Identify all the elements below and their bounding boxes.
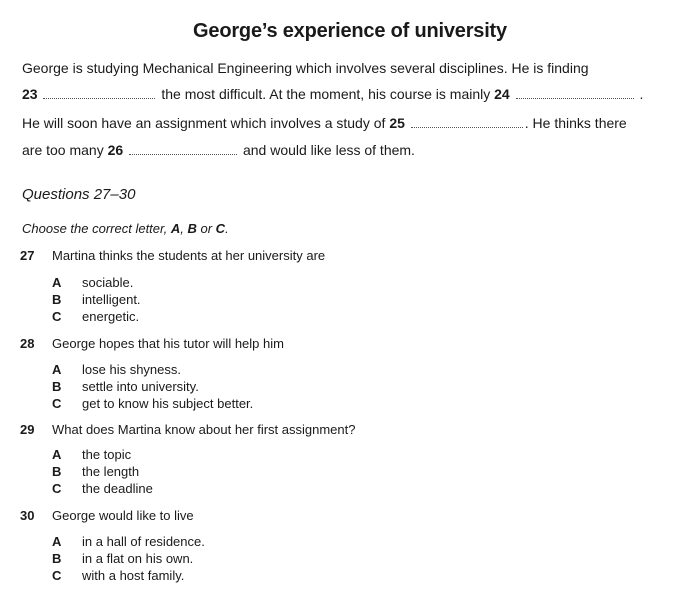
instruction-letter-b: B xyxy=(187,221,197,236)
summary-line-4 xyxy=(22,142,415,158)
summary-text-4: are too many xyxy=(22,142,104,158)
option-letter: C xyxy=(52,309,62,324)
summary-line-1 xyxy=(22,60,589,76)
question-27 xyxy=(20,248,325,263)
summary-text-2: the most difficult. At the moment, his course is mainly xyxy=(161,86,491,102)
option-text: settle into university. xyxy=(82,379,199,394)
option-text: the topic xyxy=(82,447,132,462)
question-29-option-a[interactable] xyxy=(52,447,131,462)
gap-23-blank[interactable] xyxy=(43,87,155,99)
gap-26-blank[interactable] xyxy=(129,143,237,155)
option-text: energetic. xyxy=(82,309,140,324)
option-text: in a flat on his own. xyxy=(82,551,194,566)
option-text: the length xyxy=(82,464,140,479)
question-28 xyxy=(20,336,284,351)
option-letter: A xyxy=(52,362,62,377)
summary-text-1: George is studying Mechanical Engineering which involves several disciplines. He is finding xyxy=(22,60,589,76)
option-letter: C xyxy=(52,481,62,496)
question-30-option-c[interactable] xyxy=(52,568,184,583)
option-text: lose his shyness. xyxy=(82,362,181,377)
instruction-or: or xyxy=(196,221,216,236)
option-letter: B xyxy=(52,551,62,566)
gap-26-number: 26 xyxy=(107,142,124,158)
option-text: in a hall of residence. xyxy=(82,534,205,549)
summary-text-3-after: . He thinks there xyxy=(524,115,627,131)
instruction-text xyxy=(22,221,229,236)
gap-23-number: 23 xyxy=(22,86,38,102)
summary-line-3 xyxy=(22,115,627,131)
option-text: the deadline xyxy=(82,481,153,496)
option-letter: B xyxy=(52,464,62,479)
question-27-option-c[interactable] xyxy=(52,309,139,324)
question-text: What does Martina know about her first assignment? xyxy=(52,422,356,437)
option-text: get to know his subject better. xyxy=(82,396,254,411)
question-text: George hopes that his tutor will help him xyxy=(52,336,284,351)
question-30-option-b[interactable] xyxy=(52,551,193,566)
summary-text-3: He will soon have an assignment which involves a study of xyxy=(22,115,386,131)
option-letter: A xyxy=(52,534,62,549)
question-30 xyxy=(20,508,194,523)
option-letter: B xyxy=(52,292,62,307)
option-text: sociable. xyxy=(82,275,134,290)
question-28-option-a[interactable] xyxy=(52,362,181,377)
option-letter: B xyxy=(52,379,62,394)
option-letter: C xyxy=(52,568,62,583)
instruction-comma: , xyxy=(180,221,188,236)
instruction-letter-a: A xyxy=(170,221,181,236)
page-title: George’s experience of university xyxy=(193,20,507,42)
question-29 xyxy=(20,422,355,437)
question-28-option-c[interactable] xyxy=(52,396,253,411)
summary-line-2 xyxy=(22,86,643,102)
question-number: 28 xyxy=(20,336,35,351)
summary-text-2-end: . xyxy=(639,86,644,102)
question-30-option-a[interactable] xyxy=(52,534,205,549)
question-text: Martina thinks the students at her university are xyxy=(52,248,326,263)
option-letter: C xyxy=(52,396,62,411)
question-text: George would like to live xyxy=(52,508,194,523)
instruction-end: . xyxy=(225,221,229,236)
question-number: 29 xyxy=(20,422,35,437)
section-heading: Questions 27–30 xyxy=(22,186,136,203)
gap-24-blank[interactable] xyxy=(516,87,634,99)
question-27-option-b[interactable] xyxy=(52,292,141,307)
summary-text-4-after: and would like less of them. xyxy=(242,142,415,158)
option-letter: A xyxy=(52,275,62,290)
option-text: with a host family. xyxy=(82,568,185,583)
question-number: 27 xyxy=(20,248,35,263)
option-letter: A xyxy=(52,447,62,462)
gap-25-number: 25 xyxy=(389,115,405,131)
question-28-option-b[interactable] xyxy=(52,379,199,394)
option-text: intelligent. xyxy=(82,292,141,307)
instruction-prefix: Choose the correct letter, xyxy=(22,221,171,236)
gap-24-number: 24 xyxy=(494,86,510,102)
question-29-option-c[interactable] xyxy=(52,481,153,496)
question-27-option-a[interactable] xyxy=(52,275,133,290)
question-29-option-b[interactable] xyxy=(52,464,139,479)
instruction-letter-c: C xyxy=(215,221,226,236)
question-number: 30 xyxy=(20,508,35,523)
gap-25-blank[interactable] xyxy=(411,116,523,128)
